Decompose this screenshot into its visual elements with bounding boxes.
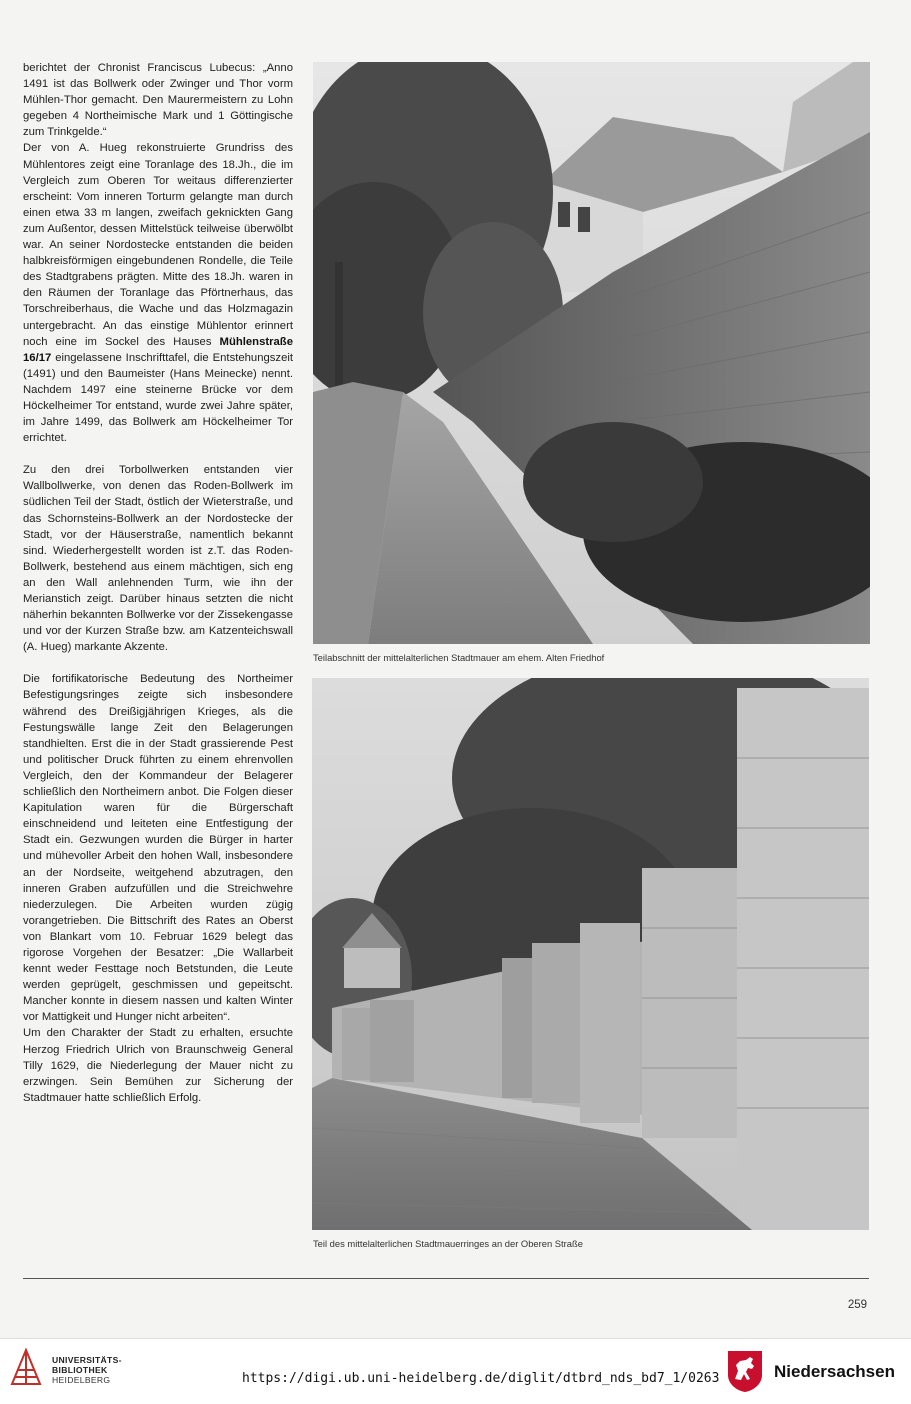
library-line-1: UNIVERSITÄTS- (52, 1355, 122, 1365)
paragraph-wallbollwerke: Zu den drei Torbollwerken entstanden vier Wallbollwerke, von denen das Roden-Bollwerk im südlichen Teil der Stadt, östlich der Wieterstraße, und das Schornsteins-Bollwerk an der Nordostecke der Stadt, vor der Häuserstraße, namentlich bekannt sind. Wiederhergestellt worden ist z.T. das Roden-Bollwerk, bestehend aus einem mächtigen, sich eng an den Wall anlehnenden Turm, wie ihn der Merianstich zeigt. Darüber hinaus setzten die nicht näherhin bekannten Bollwerke vor der Zissekengasse und vor der Kurzen Straße bzw. am Katzenteichswall (A. Hueg) markante Akzente. (23, 464, 293, 654)
paragraph-tilly: Um den Charakter der Stadt zu erhalten, ersuchte Herzog Friedrich Ulrich von Braunschweig General Tilly 1629, die Niederlegung der Mauer nicht zu erzwingen. Sein Bemühen zur Sicherung der Stadtmauer hatte schließlich Erfolg. (23, 1027, 293, 1104)
paragraph-muehlentor (23, 140, 293, 446)
photo-wall-obere-strasse (312, 678, 869, 1230)
state-name: Niedersachsen (774, 1362, 895, 1381)
page-number: 259 (847, 1299, 867, 1311)
viewer-footer (0, 1338, 911, 1404)
photo-wall-old-cemetery (313, 62, 870, 644)
paragraph-muehlentor-text: Der von A. Hueg rekonstruierte Grundriss des Mühlentores zeigt eine Toranlage des 18.Jh., die im Vergleich zum Oberen Tor weitaus differenzierter erscheint: Vom inneren Torturm gelangte man durch einen etwa 33 m langen, zweifach geknickten Gang zum Außentor, dessen Mittelstück teilweise überwölbt war. An seiner Nordostecke entstanden die beiden halbkreisförmigen eingebundenen Rondelle, die Teile des Stadtgrabens prägten. Mitte des 18.Jh. waren in den Räumen der Toranlage das Pförtnerhaus, das Torschreiberhaus, die Wache und das Holzmagazin untergebracht. An das einstige Mühlentor erinnert noch eine im Sockel des Hauses (23, 142, 293, 348)
paragraph-chronicle-quote: berichtet der Chronist Franciscus Lubecus: „Anno 1491 ist das Bollwerk oder Zwinger und Thor vorm Mühlen-Thor gemacht. Den Maurermeistern zu Lohn gegeben 4 Northeimische Mark und 1 Göttingische zum Trinkgelde.“ (23, 62, 293, 139)
caption-bottom-photo: Teil des mittelalterlichen Stadtmauerringes an der Oberen Straße (313, 1238, 583, 1249)
university-library-logo-icon[interactable] (10, 1346, 44, 1388)
paragraph-muehlentor-text-end: eingelassene Inschrifttafel, die Entstehungszeit (1491) und den Baumeister (Hans Meinecke) nennt. Nachdem 1497 eine steinerne Brücke vor dem Höckelheimer Tor entstand, wurde zwei Jahre später, im Jahre 1499, das Bollwerk am Höckelheimer Tor errichtet. (23, 351, 293, 445)
street-address-highlight: Mühlenstraße 16/17 (23, 335, 293, 364)
library-line-2: BIBLIOTHEK (52, 1365, 108, 1375)
caption-top-photo: Teilabschnitt der mittelalterlichen Stadtmauer am ehem. Alten Friedhof (313, 652, 605, 663)
university-library-name[interactable] (52, 1355, 122, 1385)
library-line-3: HEIDELBERG (52, 1375, 111, 1385)
body-text-column (23, 60, 293, 1106)
lower-saxony-horse-icon (726, 1349, 764, 1393)
permalink-url[interactable]: https://digi.ub.uni-heidelberg.de/diglit/dtbrd_nds_bd7_1/0263 (242, 1371, 720, 1386)
footer-rule (23, 1278, 869, 1279)
paragraph-thirty-years-war: Die fortifikatorische Bedeutung des Northeimer Befestigungsringes zeigte sich insbesondere während des Dreißigjährigen Krieges, als die Festungswälle lange Zeit den Belagerungen standhielten. Erst die in der Stadt grassierende Pest und politischer Druck führten zu einem ehrenvollen Vergleich, den der Kommandeur der Belagerer schließlich den Northeimern anbot. Die Folgen dieser Kapitulation waren für die Bürgerschaft einschneidend und leiteten eine Entfestigung der Stadt ein. Gezwungen wurden die Bürger in harter und mühevoller Arbeit den hohen Wall, insbesondere an der Nordseite, weitgehend abzutragen, den inneren Graben aufzufüllen und die Streichwehre niederzulegen. Die Arbeiten wurden zügig vorangetrieben. Die Bittschrift des Rates an Oberst von Blankart vom 10. Februar 1629 belegt das rigorose Vorgehen der Besatzer: „Die Wallarbeit kennt weder Festtage noch Betstunden, die Leute werden geprügelt, geschmissen und gepeitscht. Mancher konnte in diesem nassen und kalten Winter vor Mattigkeit und Hunger nicht arbeiten“. (23, 673, 293, 1024)
